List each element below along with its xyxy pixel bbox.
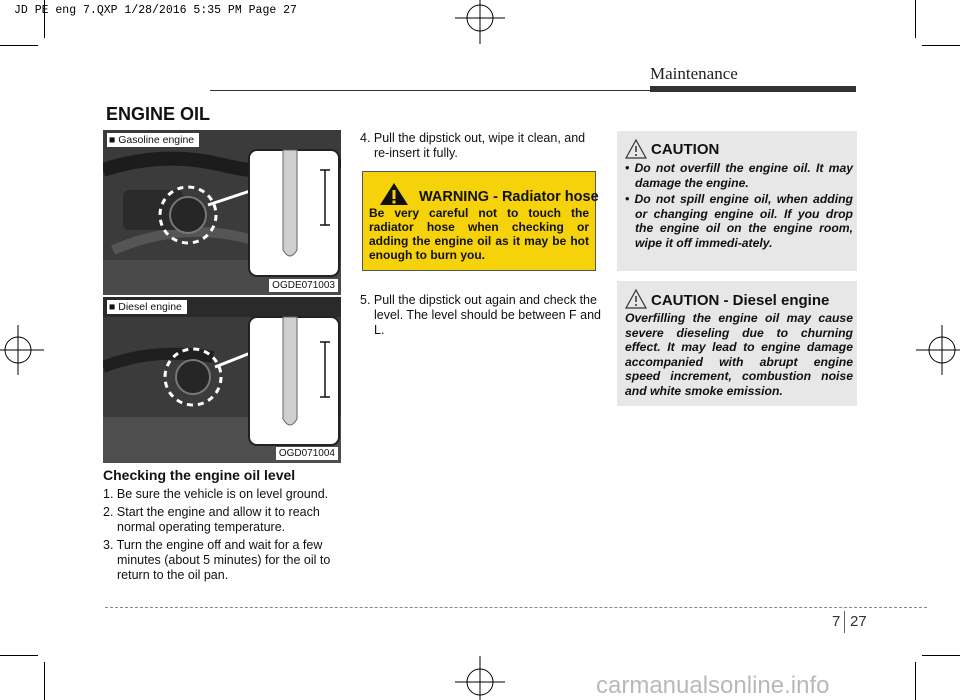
- page-title: ENGINE OIL: [106, 104, 211, 124]
- footer-rule: [105, 607, 927, 608]
- image-code: OGD071004: [276, 447, 338, 460]
- caution-item: • Do not spill engine oil, when adding or changing engine oil. If you drop the engine oil on the engine room, wipe it off immedi-ately.: [625, 192, 853, 250]
- image-label: ■ Gasoline engine: [107, 133, 199, 147]
- caution-text: Overfilling the engine oil may cause severe dieseling due to churning effect. It may lead to engine damage accompanied with abrupt engine speed increment, combustion noise and white smoke emission.: [625, 311, 853, 398]
- warning-text: Be very careful not to touch the radiator hose when checking or adding the engine oil as it may be hot enough to burn you.: [369, 206, 589, 262]
- header-rule-thick: [650, 86, 856, 92]
- watermark: carmanualsonline.info: [596, 672, 830, 699]
- caution-item: • Do not overfill the engine oil. It may damage the engine.: [625, 161, 853, 190]
- caution-item-text: Do not spill engine oil, when adding or changing engine oil. If you drop the engine oil on the engine room, wipe it off immedi-ately.: [634, 192, 853, 250]
- header-rule: [210, 90, 650, 91]
- step-item: [360, 131, 602, 164]
- step-item: 3. Turn the engine off and wait for a few minutes (about 5 minutes) for the oil to return to the oil pan.: [103, 538, 331, 582]
- caution-list: [625, 161, 853, 252]
- caution-triangle-icon: [625, 289, 647, 309]
- step-item: 2. Start the engine and allow it to reach normal operating temperature.: [103, 505, 320, 534]
- page-number: 27: [850, 613, 867, 630]
- image-label: ■ Diesel engine: [107, 300, 187, 314]
- caution-box-diesel: [617, 281, 857, 406]
- caution-title: CAUTION: [651, 141, 720, 158]
- diesel-engine-image: [103, 297, 341, 463]
- section-header: Maintenance: [650, 64, 738, 83]
- engine-illustration: [103, 130, 341, 295]
- warning-triangle-icon: [379, 182, 409, 206]
- subheading: Checking the engine oil level: [103, 467, 296, 483]
- caution-title: CAUTION - Diesel engine: [651, 292, 830, 309]
- step-text: 4. Pull the dipstick out, wipe it clean, and re-insert it fully.: [360, 131, 586, 160]
- page-number-divider: [844, 611, 845, 633]
- chapter-number: 7: [832, 613, 841, 630]
- step-item: [360, 293, 602, 341]
- steps-list: [103, 487, 343, 586]
- print-slug: JD PE eng 7.QXP 1/28/2016 5:35 PM Page 27: [14, 4, 297, 17]
- step-item: 1. Be sure the vehicle is on level ground.: [103, 487, 329, 501]
- warning-box: [362, 171, 599, 271]
- warning-title: WARNING - Radiator hose: [419, 189, 599, 205]
- caution-box: [617, 131, 857, 271]
- caution-item-text: Do not overfill the engine oil. It may damage the engine.: [634, 161, 853, 190]
- caution-triangle-icon: [625, 139, 647, 159]
- gasoline-engine-image: [103, 130, 341, 295]
- image-code: OGDE071003: [269, 279, 338, 292]
- step-text: 5. Pull the dipstick out again and check the level. The level should be between F and L.: [360, 293, 602, 337]
- engine-illustration: [103, 297, 341, 463]
